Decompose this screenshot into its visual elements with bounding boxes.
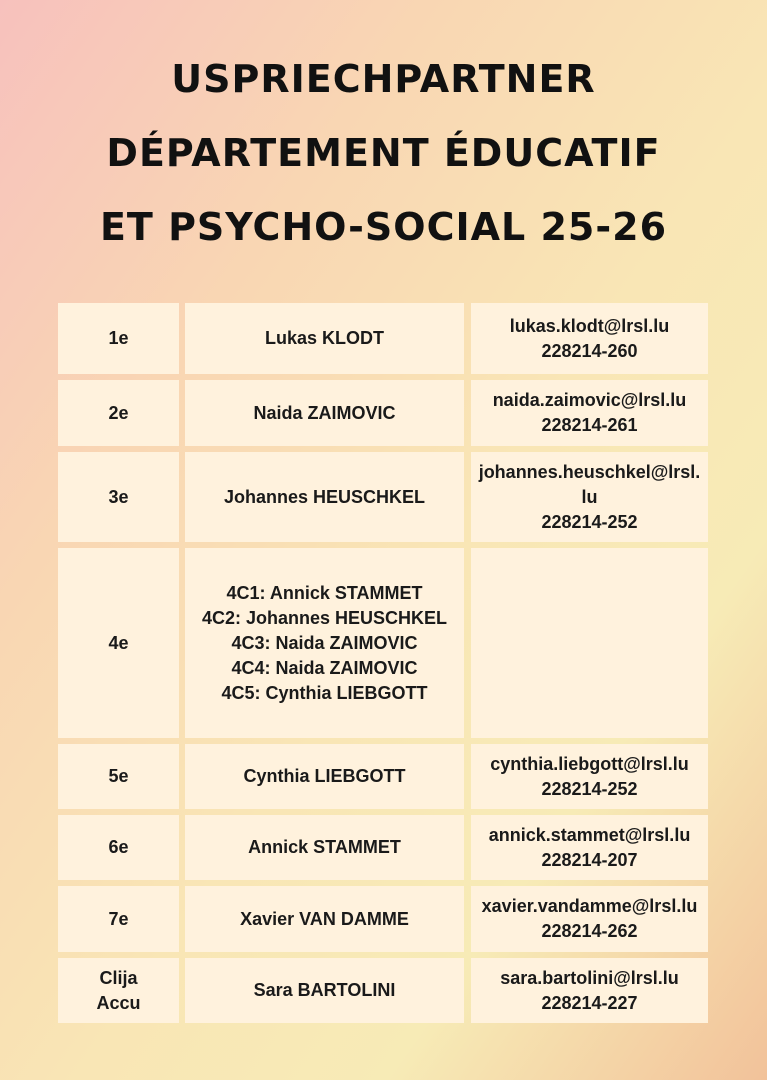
contact-info-cell: [471, 303, 708, 374]
contact-info-cell: [471, 744, 708, 809]
class-contact: 4C3: Naida ZAIMOVIC: [231, 632, 418, 653]
contact-info-cell: [471, 886, 708, 952]
title-line-2: DÉPARTEMENT ÉDUCATIF: [106, 131, 661, 175]
contact-info-cell: [471, 380, 708, 446]
level-cell: 4e: [58, 548, 179, 738]
level-cell: [58, 958, 179, 1023]
email-link[interactable]: lukas.klodt@lrsl.lu: [509, 315, 670, 336]
class-contact: 4C1: Annick STAMMET: [226, 582, 423, 603]
contact-name-cell: Cynthia LIEBGOTT: [185, 744, 464, 809]
level-cell: 7e: [58, 886, 179, 952]
contact-name-cell: [185, 548, 464, 738]
email-link[interactable]: annick.stammet@lrsl.lu: [488, 824, 691, 845]
level-cell: 2e: [58, 380, 179, 446]
contact-info-cell: [471, 815, 708, 880]
contact-info-cell-empty: [471, 548, 708, 738]
contact-name-cell: Johannes HEUSCHKEL: [185, 452, 464, 542]
contact-name-cell: Sara BARTOLINI: [185, 958, 464, 1023]
phone-number: 228214-252: [541, 511, 638, 532]
phone-number: 228214-261: [541, 415, 638, 435]
class-contact: 4C5: Cynthia LIEBGOTT: [221, 682, 428, 703]
phone-number: 228214-207: [541, 849, 638, 870]
level-line-2: Accu: [96, 992, 141, 1013]
email-link[interactable]: johannes.heuschkel@lrsl.lu: [478, 461, 701, 507]
contact-name-cell: Lukas KLODT: [185, 303, 464, 374]
class-contact: 4C4: Naida ZAIMOVIC: [231, 657, 418, 678]
title-line-3: ET PSYCHO-SOCIAL 25-26: [99, 205, 668, 249]
phone-number: 228214-227: [541, 992, 638, 1013]
email-link[interactable]: xavier.vandamme@lrsl.lu: [481, 896, 698, 916]
email-link[interactable]: cynthia.liebgott@lrsl.lu: [490, 753, 689, 774]
contact-name-cell: Annick STAMMET: [185, 815, 464, 880]
contact-name-cell: Xavier VAN DAMME: [185, 886, 464, 952]
level-cell: 3e: [58, 452, 179, 542]
contact-name-cell: Naida ZAIMOVIC: [185, 380, 464, 446]
phone-number: 228214-262: [541, 921, 638, 941]
level-cell: 5e: [58, 744, 179, 809]
phone-number: 228214-252: [541, 778, 638, 799]
email-link[interactable]: sara.bartolini@lrsl.lu: [500, 967, 679, 988]
level-cell: 6e: [58, 815, 179, 880]
phone-number: 228214-260: [541, 340, 638, 361]
contact-info-cell: [471, 958, 708, 1023]
email-link[interactable]: naida.zaimovic@lrsl.lu: [492, 390, 687, 410]
contact-info-cell: [471, 452, 708, 542]
class-contact: 4C2: Johannes HEUSCHKEL: [201, 607, 448, 628]
title-line-1: USPRIECHPARTNER: [171, 57, 596, 101]
level-cell: 1e: [58, 303, 179, 374]
level-line-1: Clija: [99, 967, 138, 988]
